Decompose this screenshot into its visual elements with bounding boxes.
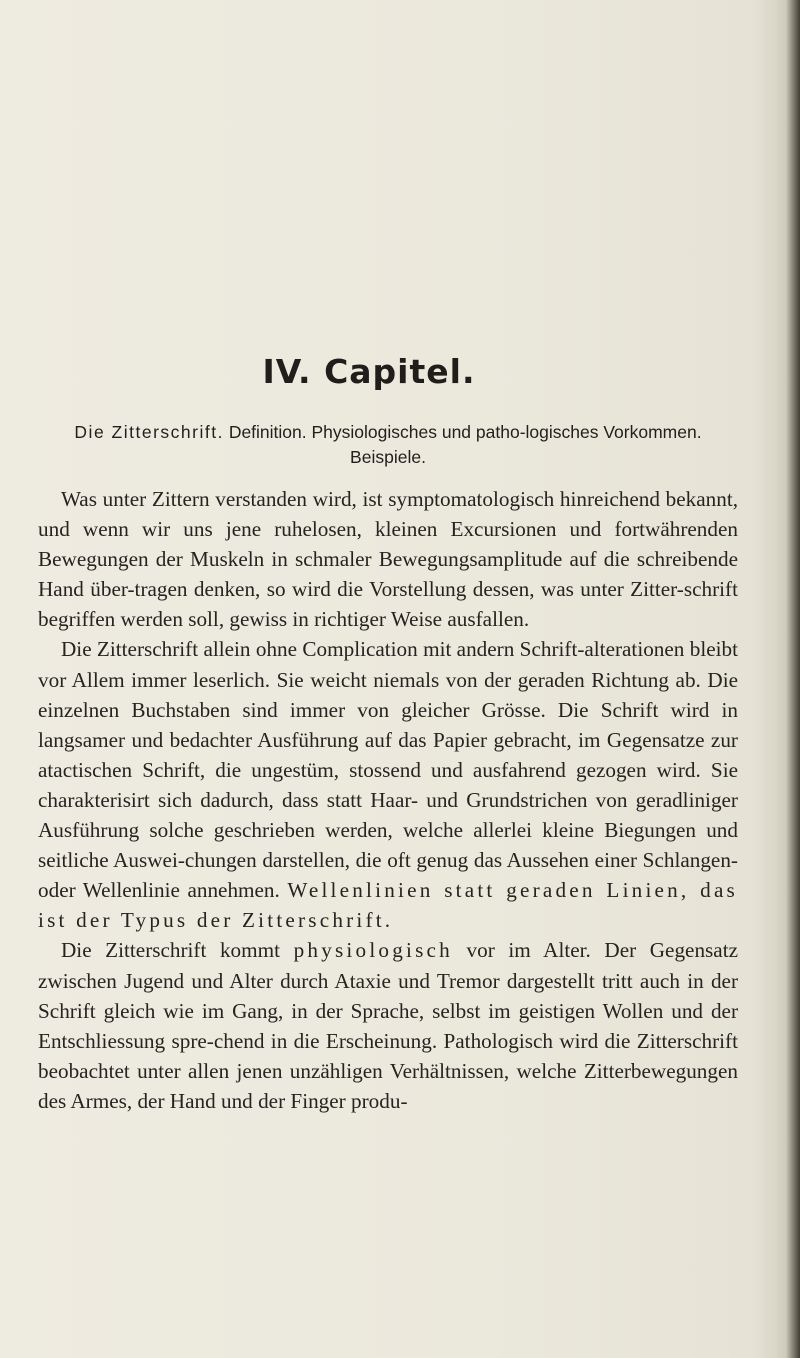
paragraph-3-start: Die Zitterschrift kommt [61, 938, 294, 963]
paragraph-2 [38, 634, 738, 935]
paragraph-3-emphasis: physiologisch [293, 938, 453, 963]
body-text [38, 484, 738, 1116]
page-edge-shadow [786, 0, 800, 1358]
paragraph-3-end: vor im Alter. Der Gegensatz zwischen Jugend und Alter durch Ataxie und Tremor dargestellt tritt auch in der Schrift gleich wie im Gang, in der Sprache, selbst im geistigen Wollen und der Entschliessung spre-chend in die Erscheinung. Pathologisch wird die Zitterschrift beobachtet unter allen jenen unzähligen Verhältnissen, welche Zitterbewegungen des Armes, der Hand und der Finger produ- [38, 938, 738, 1113]
paragraph-1: Was unter Zittern verstanden wird, ist symptomatologisch hinreichend bekannt, und wenn wir uns jene ruhelosen, kleinen Excursionen und fortwährenden Bewegungen der Muskeln in schmaler Bewegungsamplitude auf die schreibende Hand über-tragen denken, so wird die Vorstellung dessen, was unter Zitter-schrift begriffen werden soll, gewiss in richtiger Weise ausfallen. [38, 487, 738, 632]
paragraph-3 [38, 935, 738, 1116]
chapter-subtitle [38, 420, 738, 470]
subtitle-rest: Definition. Physiologisches und patho-logisches Vorkommen. Beispiele. [223, 422, 702, 467]
chapter-title: IV. Capitel. [262, 352, 476, 391]
subtitle-lead: Die Zitterschrift. [74, 422, 224, 442]
paragraph-2-text: Die Zitterschrift allein ohne Complication mit andern Schrift-alterationen bleibt vor Allem immer leserlich. Sie weicht niemals von der geraden Richtung ab. Die einzelnen Buchstaben sind immer von gleicher Grösse. Die Schrift wird in langsamer und bedachter Ausführung auf das Papier gebracht, im Gegensatze zur atactischen Schrift, die ungestüm, stossend und ausfahrend gezogen wird. Sie charakterisirt sich dadurch, dass statt Haar- und Grundstrichen von geradliniger Ausführung solche geschrieben werden, welche allerlei kleine Biegungen und seitliche Auswei-chungen darstellen, die oft genug das Aussehen einer Schlangen- oder Wellenlinie annehmen. [38, 637, 738, 903]
paragraph-2-emphasis: Wellenlinien statt geraden Linien, das ist der Typus der Zitterschrift. [38, 878, 739, 933]
